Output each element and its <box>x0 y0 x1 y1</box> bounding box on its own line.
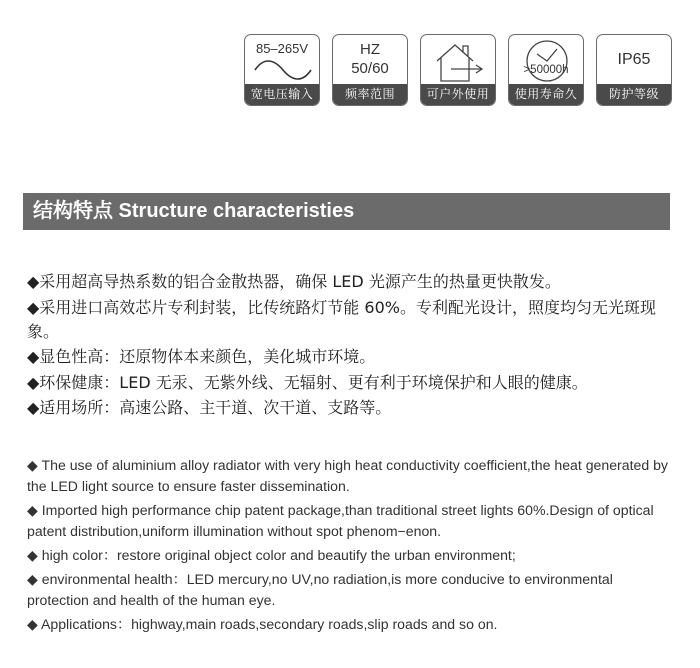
sine-wave-icon <box>253 60 313 80</box>
voltage-range-text: 85–265V <box>255 41 309 56</box>
feature-caption: 防护等级 <box>597 84 671 105</box>
feature-voltage <box>244 34 320 106</box>
feature-caption: 宽电压输入 <box>245 84 319 105</box>
list-item: ◆采用超高导热系数的铝合金散热器，确保 LED 光源产生的热量更快散发。 <box>27 272 561 291</box>
feature-frequency <box>332 34 408 106</box>
lifespan-text: >50000h <box>523 64 569 76</box>
section-header-bar <box>23 193 670 230</box>
list-item: ◆显色性高：还原物体本来颜色，美化城市环境。 <box>27 347 376 366</box>
list-item: ◆ environmental health：LED mercury,no UV,no radiation,is more conducive to environmental protection and health of the human eye. <box>27 571 613 608</box>
feature-icons-row <box>244 34 672 106</box>
list-item: ◆环保健康：LED 无汞、无紫外线、无辐射、更有利于环境保护和人眼的健康。 <box>27 372 588 392</box>
section-title: 结构特点 Structure characteristies <box>33 200 355 222</box>
frequency-unit-text: HZ <box>360 41 380 58</box>
list-item: ◆ high color：restore original object color and beautify the urban environment; <box>27 547 516 563</box>
ip-rating-text: IP65 <box>617 51 651 68</box>
chinese-features-list <box>27 270 672 422</box>
feature-caption: 频率范围 <box>333 84 407 105</box>
feature-outdoor <box>420 34 496 106</box>
feature-ip-rating <box>596 34 672 106</box>
feature-lifespan <box>508 34 584 106</box>
list-item: ◆ The use of aluminium alloy radiator with very high heat conductivity coefficient,the heat generated by the LED light source to ensure faster dissemination. <box>27 457 668 494</box>
list-item: ◆ Applications：highway,main roads,secondary roads,slip roads and so on. <box>27 616 498 632</box>
feature-caption: 可户外使用 <box>421 84 495 105</box>
clock-icon <box>523 38 571 84</box>
list-item: ◆ Imported high performance chip patent package,than traditional street lights 60%.Design of optical patent distribution,uniform illumination without spot phenom−enon. <box>27 502 654 539</box>
list-item: ◆适用场所：高速公路、主干道、次干道、支路等。 <box>27 398 392 417</box>
frequency-value-text: 50/60 <box>351 60 389 77</box>
list-item: ◆采用进口高效芯片专利封装，比传统路灯节能 60%。专利配光设计，照度均匀无光斑现象。 <box>27 297 656 341</box>
english-features-list <box>27 455 672 638</box>
feature-caption: 使用寿命久 <box>509 84 583 105</box>
house-arrow-icon <box>429 39 489 83</box>
